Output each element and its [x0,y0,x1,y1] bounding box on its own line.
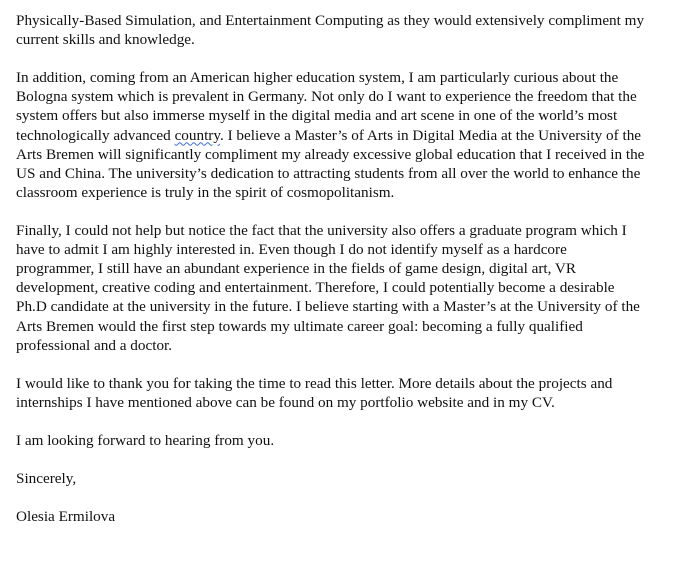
signature-name [16,507,656,526]
text-line: Olesia Ermilova [16,508,116,526]
paragraph-looking-forward [16,431,656,450]
paragraph-graduate-program [16,221,656,355]
text-line: Ph.D candidate at the university in the future. I believe starting with a Master’s at the University of the [16,298,640,316]
text-line: Arts Bremen will significantly compliment my already excessive global education that I received in the [16,145,645,163]
text-line: internships I have mentioned above can be found on my portfolio website and in my CV. [16,393,555,411]
text-line [16,126,656,145]
document-page[interactable] [16,11,656,546]
text-line: Bologna system which is prevalent in Germany. Not only do I want to experience the freedom that the [16,88,637,106]
closing-salutation [16,469,656,488]
text-line: Sincerely, [16,470,77,488]
paragraph-interests-continued [16,11,656,49]
paragraph-thanks [16,374,656,412]
text-line: I would like to thank you for taking the time to read this letter. More details about the projects and [16,374,613,392]
text-line: I am looking forward to hearing from you. [16,432,275,450]
text-line: programmer, I still have an abundant experience in the fields of game design, digital art, VR [16,260,577,278]
text-line: current skills and knowledge. [16,31,195,49]
text-line: In addition, coming from an American higher education system, I am particularly curious about the [16,69,619,87]
text-line: system offers but also immerse myself in the digital media and art scene in one of the world’s most [16,107,618,125]
text-line: professional and a doctor. [16,336,173,354]
paragraph-bologna-system [16,68,656,202]
text-line: have to admit I am highly interested in. Even though I do not identify myself as a hardcore [16,241,567,259]
text-line: Physically-Based Simulation, and Entertainment Computing as they would extensively compliment my [16,12,645,29]
text-line: classroom experience is truly in the spirit of cosmopolitanism. [16,183,395,201]
text-line: Arts Bremen would the first step towards my ultimate career goal: becoming a fully qualified [16,317,583,335]
spellcheck-flagged-word[interactable]: country [174,126,220,144]
text-line: US and China. The university’s dedication to attracting students from all over the world to enhance the [16,164,641,182]
text-line: development, creative coding and entertainment. Therefore, I could potentially become a desirable [16,279,615,297]
text-segment: . I believe a Master’s of Arts in Digital Media at the University of the [219,126,642,144]
text-line: Finally, I could not help but notice the fact that the university also offers a graduate program which I [16,222,627,240]
text-segment: technologically advanced [16,126,175,144]
